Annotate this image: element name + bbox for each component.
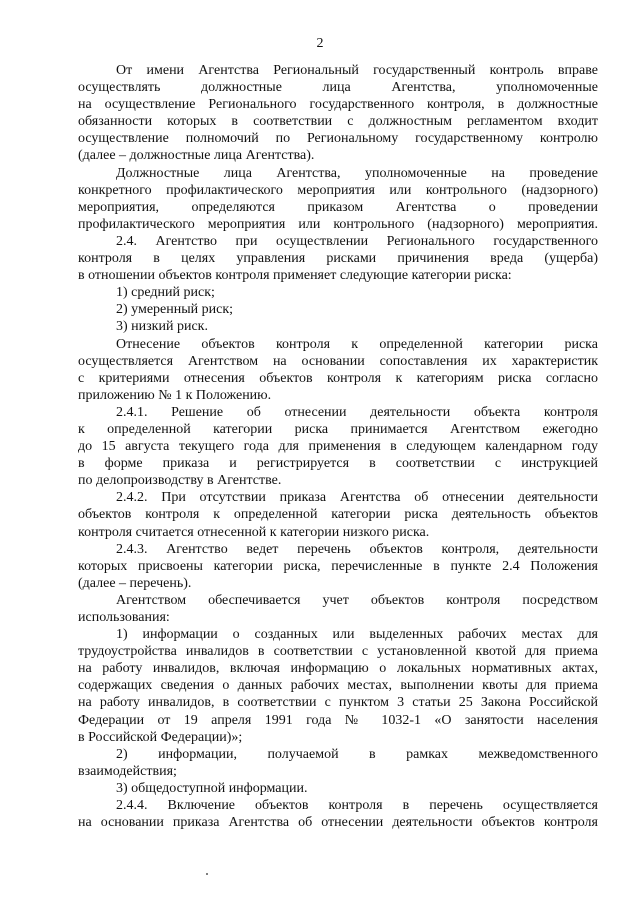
text-line: в отношении объектов контроля применяет следующие категории риска: [78, 268, 512, 284]
text-line: 3) низкий риск. [116, 319, 208, 335]
text-line: трудоустройства инвалидов в соответствии с установленной квотой для приема [78, 644, 598, 660]
text-line: на работу инвалидов, включая информацию о локальных нормативных актах, [78, 661, 598, 677]
text-line: Отнесение объектов контроля к определенной категории риска [116, 336, 598, 352]
text-line: 1) информации о созданных или выделенных рабочих местах для [116, 627, 598, 643]
text-line: контроля в целях управления рисками причинения вреда (ущерба) [78, 251, 598, 267]
text-line: к определенной категории риска принимается Агентством ежегодно [78, 421, 598, 437]
text-line: взаимодействия; [78, 763, 177, 779]
text-line: на работу инвалидов, в соответствии с пунктом 3 статьи 25 Закона Российской [78, 695, 598, 711]
text-line: до 15 августа текущего года для применения в следующем календарном году [78, 439, 598, 455]
document-body [78, 62, 598, 831]
text-line: 2.4.2. При отсутствии приказа Агентства об отнесении деятельности [116, 490, 598, 506]
text-line: 3) общедоступной информации. [116, 780, 308, 796]
text-line: приложению № 1 к Положению. [78, 387, 272, 403]
text-line: 2.4.3. Агентство ведет перечень объектов контроля, деятельности [116, 541, 598, 557]
scan-speck [206, 873, 208, 875]
text-line: которых присвоены категории риска, перечисленные в пункте 2.4 Положения [78, 558, 598, 574]
text-line: конкретного профилактического мероприятия или контрольного (надзорного) [78, 182, 598, 198]
text-line: осуществление полномочий по Региональному государственному контролю [78, 131, 598, 147]
text-line: 1) средний риск; [116, 285, 215, 301]
page-number: 2 [316, 36, 324, 51]
text-line: Федерации от 19 апреля 1991 года № 1032-1 «О занятости населения [78, 712, 598, 728]
text-line: (далее – должностные лица Агентства). [78, 148, 315, 164]
text-line: использования: [78, 610, 170, 625]
text-line: мероприятия, определяются приказом Агентства о проведении [78, 199, 598, 215]
text-line: контроля считается отнесенной к категории низкого риска. [78, 524, 430, 540]
text-line: обязанности которых в соответствии с должностным регламентом входит [78, 114, 598, 130]
text-line: в Российской Федерации)»; [78, 729, 243, 745]
text-line: 2.4. Агентство при осуществлении Регионального государственного [116, 233, 598, 249]
text-line: 2.4.4. Включение объектов контроля в перечень осуществляется [116, 798, 598, 814]
text-line: осуществлять должностные лица Агентства, уполномоченные [78, 80, 598, 96]
text-line: 2) информации, получаемой в рамках межведомственного [116, 746, 598, 762]
text-line: в форме приказа и регистрируется в соответствии с инструкцией [78, 456, 598, 472]
text-line: по делопроизводству в Агентстве. [78, 473, 282, 489]
text-line: От имени Агентства Региональный государственный контроль вправе [116, 63, 598, 78]
text-line: осуществляется Агентством на основании сопоставления их характеристик [78, 353, 598, 369]
text-line: содержащих сведения о данных рабочих местах, выполнении квоты для приема [78, 678, 598, 694]
text-line: 2) умеренный риск; [116, 302, 234, 318]
text-line: объектов контроля к определенной категории риска деятельность объектов [78, 507, 598, 523]
text-line: профилактического мероприятия или контрольного (надзорного) мероприятия. [78, 216, 598, 232]
text-line: Должностные лица Агентства, уполномоченные на проведение [116, 165, 598, 181]
text-line: на осуществление Регионального государственного контроля, в должностные [78, 97, 598, 113]
text-line: 2.4.1. Решение об отнесении деятельности объекта контроля [116, 404, 598, 420]
text-line: Агентством обеспечивается учет объектов контроля посредством [116, 592, 598, 608]
text-line: с критериями отнесения объектов контроля к категориям риска согласно [78, 370, 598, 386]
text-line: (далее – перечень). [78, 575, 192, 591]
text-line: на основании приказа Агентства об отнесении деятельности объектов контроля [78, 815, 598, 831]
